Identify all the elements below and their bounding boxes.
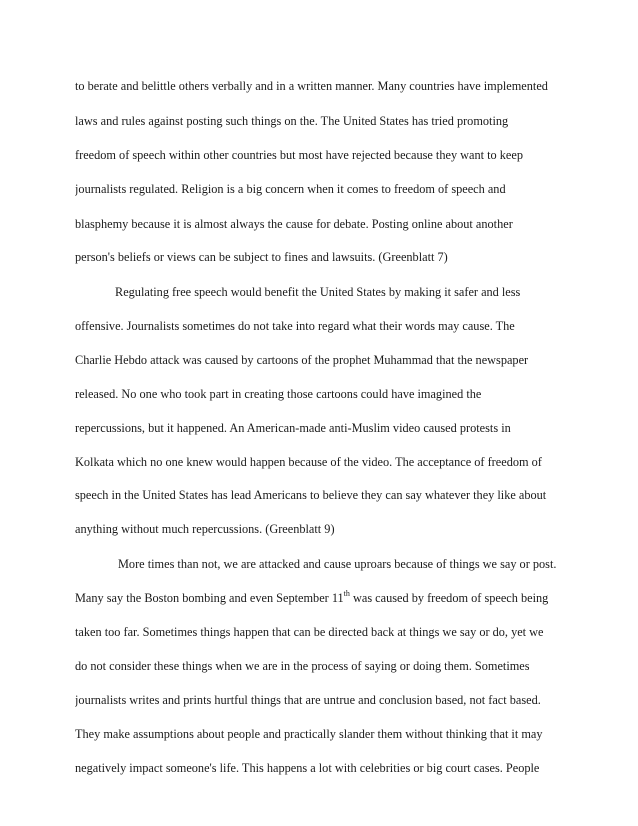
text-line: to berate and belittle others verbally and in a written manner. Many countries have implemented xyxy=(75,79,548,93)
text-line: released. No one who took part in creating those cartoons could have imagined the xyxy=(75,387,482,401)
paragraph-start-line: Regulating free speech would benefit the United States by making it safer and less xyxy=(115,285,521,299)
text-line: person's beliefs or views can be subject to fines and lawsuits. (Greenblatt 7) xyxy=(75,250,448,264)
text-line: repercussions, but it happened. An American-made anti-Muslim video caused protests in xyxy=(75,421,511,435)
text-line: journalists regulated. Religion is a big concern when it comes to freedom of speech and xyxy=(75,182,506,196)
text-line: taken too far. Sometimes things happen that can be directed back at things we say or do, yet we xyxy=(75,625,544,639)
text-line: negatively impact someone's life. This happens a lot with celebrities or big court cases. People xyxy=(75,761,540,775)
text-line: anything without much repercussions. (Greenblatt 9) xyxy=(75,522,335,536)
text-line: laws and rules against posting such things on the. The United States has tried promoting xyxy=(75,114,509,128)
text-line: Charlie Hebdo attack was caused by cartoons of the prophet Muhammad that the newspaper xyxy=(75,353,529,367)
text-line: speech in the United States has lead Americans to believe they can say whatever they like about xyxy=(75,488,547,502)
text-line: do not consider these things when we are in the process of saying or doing them. Sometimes xyxy=(75,659,530,673)
text-line: freedom of speech within other countries but most have rejected because they want to keep xyxy=(75,148,523,162)
superscript: th xyxy=(343,590,350,598)
paragraph-start-line: More times than not, we are attacked and cause uproars because of things we say or post. xyxy=(118,557,557,571)
text-line: They make assumptions about people and practically slander them without thinking that it may xyxy=(75,727,543,741)
text-segment: Many say the Boston bombing and even September 11 xyxy=(75,591,344,605)
text-line: blasphemy because it is almost always the cause for debate. Posting online about another xyxy=(75,217,513,231)
text-line: offensive. Journalists sometimes do not take into regard what their words may cause. The xyxy=(75,319,515,333)
text-segment: was caused by freedom of speech being xyxy=(349,591,549,605)
text-line: journalists writes and prints hurtful things that are untrue and conclusion based, not fact based. xyxy=(75,693,541,707)
text-line: Kolkata which no one knew would happen because of the video. The acceptance of freedom of xyxy=(75,455,542,469)
text-line-with-superscript xyxy=(75,590,565,606)
